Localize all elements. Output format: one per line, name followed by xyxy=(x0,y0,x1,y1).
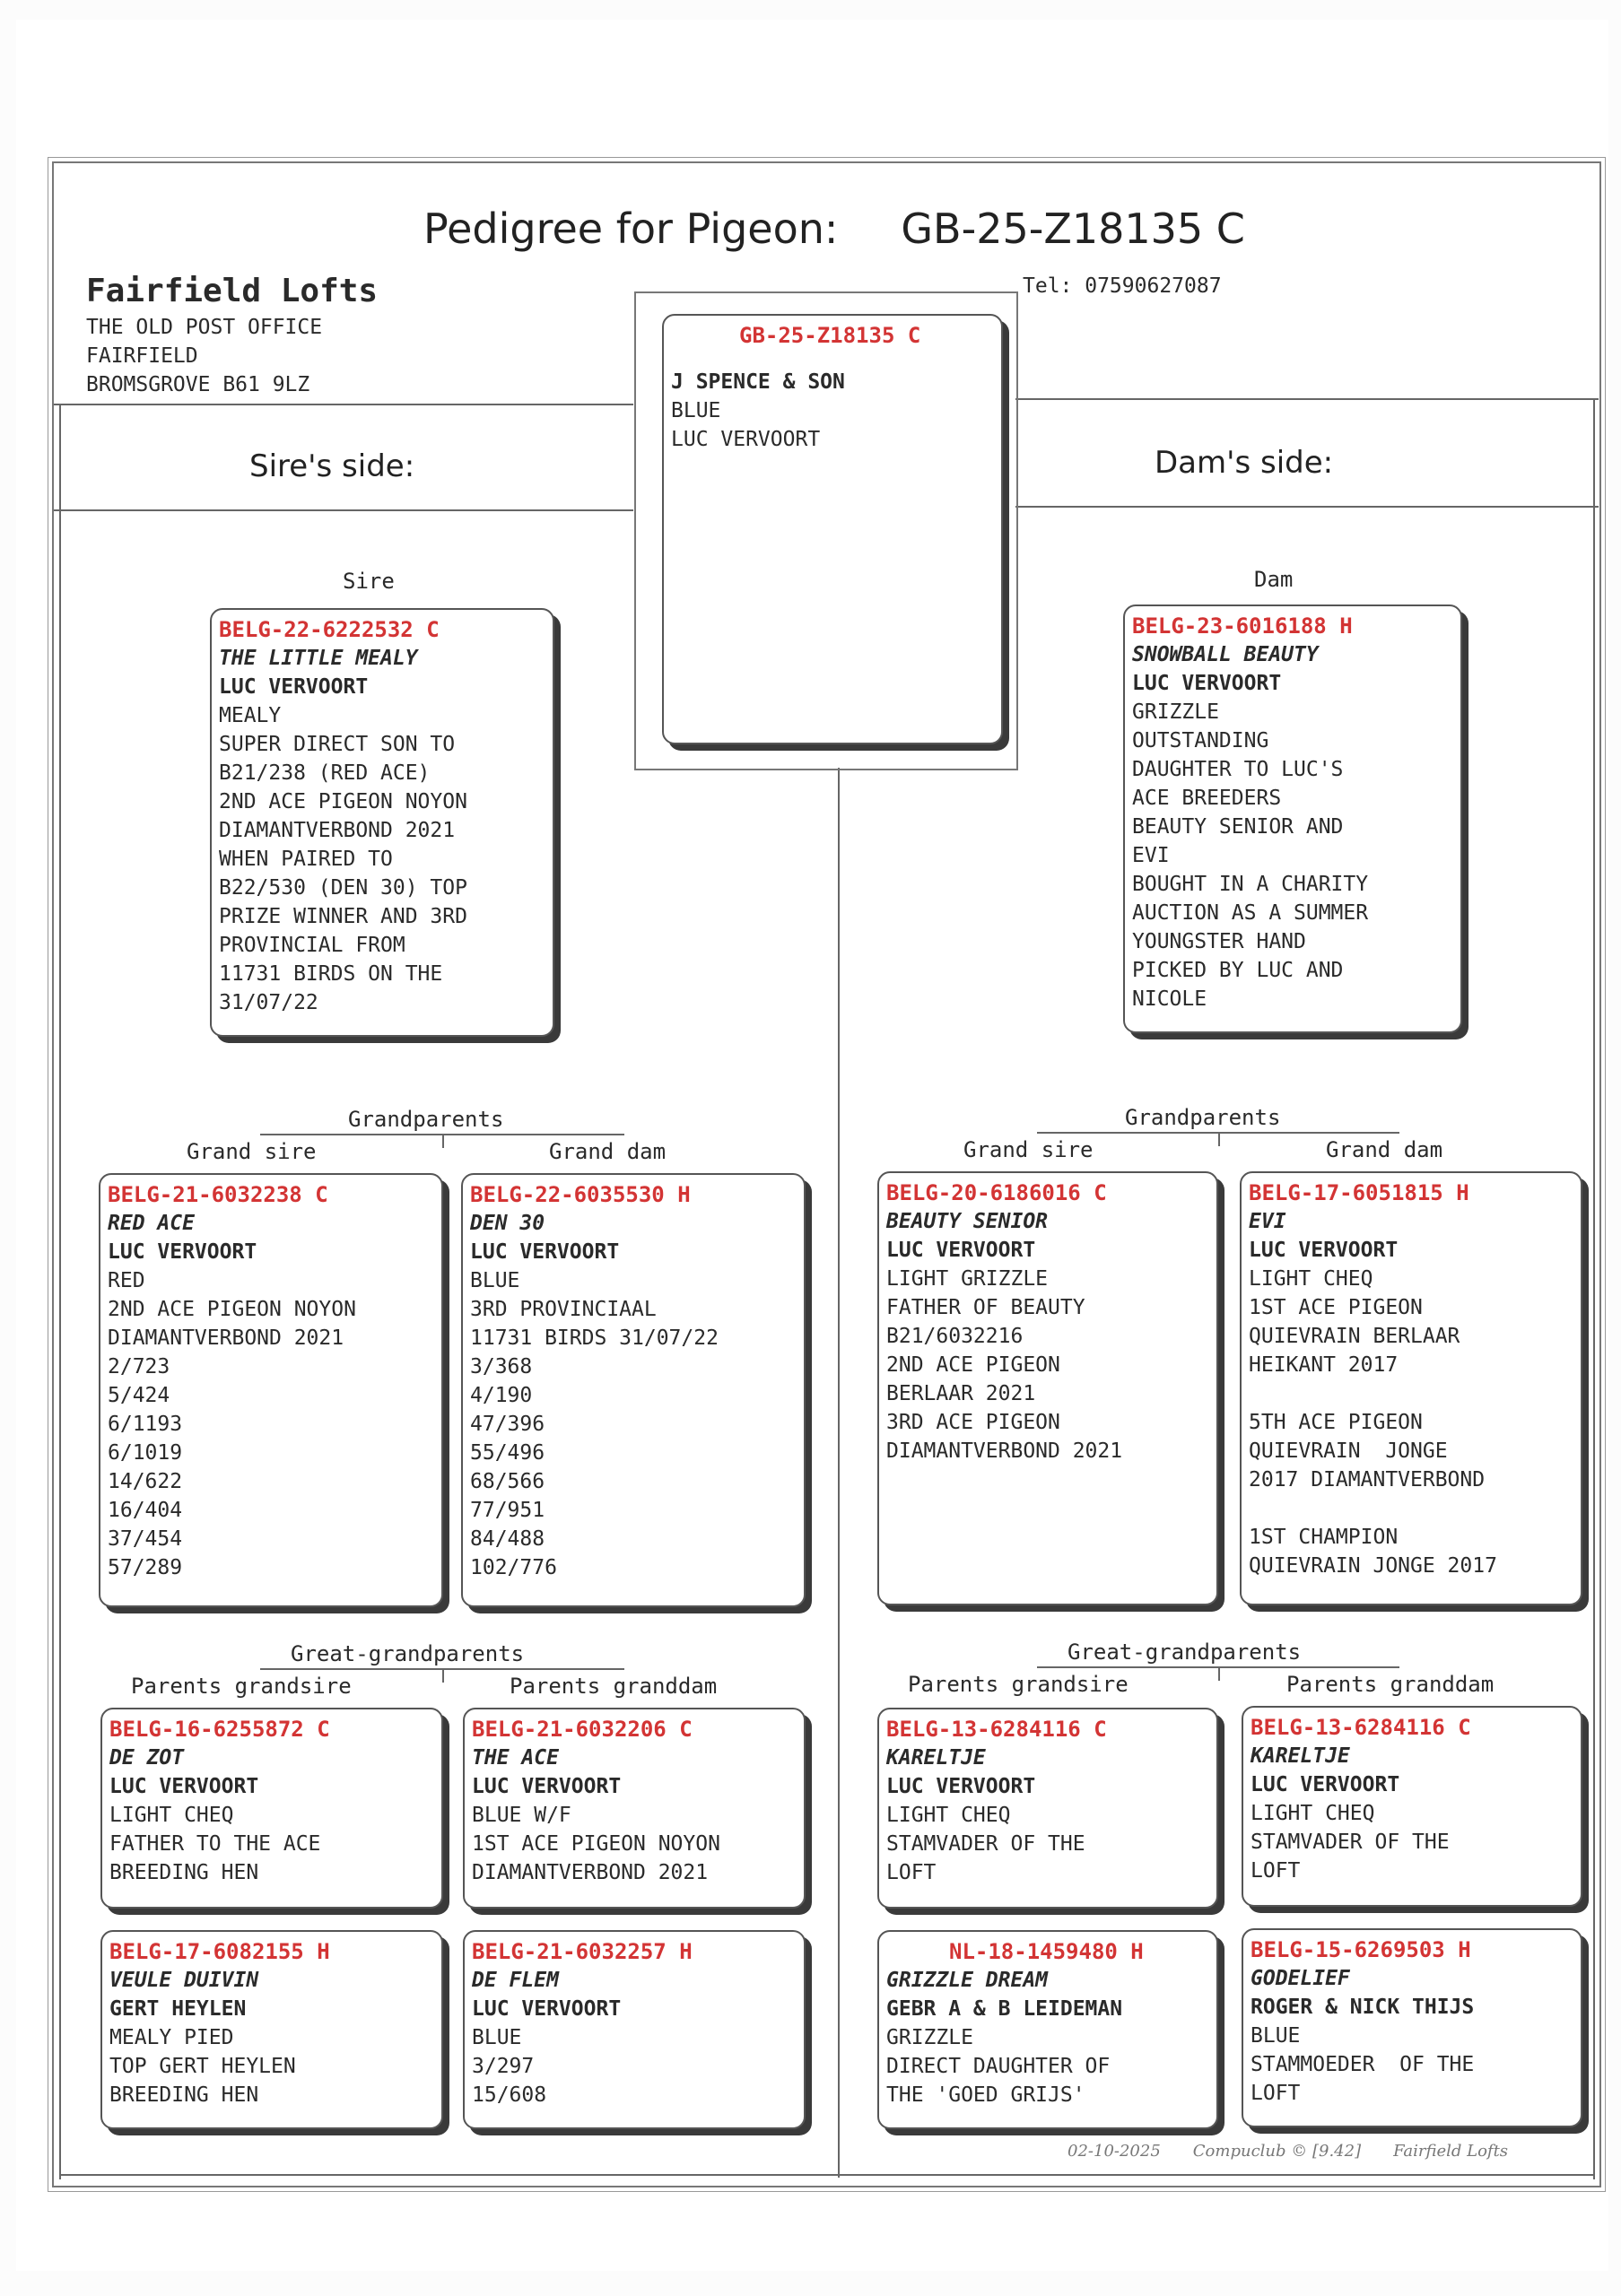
pigeon-name: RED ACE xyxy=(108,1212,195,1235)
ring-number: BELG-22-6035530 H xyxy=(470,1182,691,1207)
breeder: LUC VERVOORT xyxy=(472,1997,622,2021)
detail-line: BLUE xyxy=(1251,2024,1301,2048)
breeder: LUC VERVOORT xyxy=(886,1239,1036,1262)
detail-line: YOUNGSTER HAND xyxy=(1132,930,1306,953)
detail-line: QUIEVRAIN JONGE xyxy=(1249,1439,1448,1463)
ring-number: BELG-21-6032257 H xyxy=(472,1939,693,1964)
grandparent-card xyxy=(99,1173,443,1607)
dam-bottom-rule xyxy=(840,2174,1595,2176)
great-grandparents-label-dam: Great-grandparents xyxy=(1068,1639,1302,1665)
great-grandparent-card xyxy=(877,1708,1218,1909)
ring-number: BELG-20-6186016 C xyxy=(886,1180,1107,1205)
page-title xyxy=(423,204,1245,253)
detail-line: GRIZZLE xyxy=(1132,700,1219,724)
pigeon-name: GRIZZLE DREAM xyxy=(886,1969,1049,1992)
detail-line: PICKED BY LUC AND xyxy=(1132,959,1344,982)
print-date: 02-10-2025 xyxy=(1068,2142,1161,2161)
detail-line: BREEDING HEN xyxy=(109,1861,259,1884)
breeder: LUC VERVOORT xyxy=(1249,1239,1399,1262)
detail-line: 11731 BIRDS ON THE xyxy=(219,962,443,986)
pigeon-name: THE LITTLE MEALY xyxy=(219,647,418,670)
parents-granddam-label: Parents granddam xyxy=(510,1674,718,1699)
detail-line: 1ST ACE PIGEON NOYON xyxy=(472,1832,720,1856)
grand-sire-label: Grand sire xyxy=(963,1137,1094,1162)
detail-line: EVI xyxy=(1132,844,1170,867)
detail-line: 102/776 xyxy=(470,1556,557,1579)
detail-line: DIAMANTVERBOND 2021 xyxy=(219,819,456,842)
header-divider-right xyxy=(1015,398,1599,400)
ring-number: BELG-21-6032206 C xyxy=(472,1717,693,1742)
pigeon-name: GODELIEF xyxy=(1251,1967,1350,1990)
ring-number: BELG-17-6082155 H xyxy=(109,1939,330,1964)
breeder: LUC VERVOORT xyxy=(472,1775,622,1798)
breeder: ROGER & NICK THIJS xyxy=(1251,1996,1475,2019)
detail-line: 5/424 xyxy=(108,1384,170,1407)
detail-line: BEAUTY SENIOR AND xyxy=(1132,815,1344,839)
ring-number: GB-25-Z18135 C xyxy=(739,323,921,348)
pigeon-name: KARELTJE xyxy=(886,1746,986,1770)
footer xyxy=(1068,2142,1540,2161)
detail-line: BREEDING HEN xyxy=(109,2083,259,2107)
detail-line: 55/496 xyxy=(470,1441,545,1465)
breeder: LUC VERVOORT xyxy=(1132,672,1282,695)
grand-dam-label: Grand dam xyxy=(1326,1137,1443,1162)
great-grandparent-card xyxy=(1242,1706,1582,1907)
detail-line: 2017 DIAMANTVERBOND xyxy=(1249,1468,1486,1492)
detail-line: B21/6032216 xyxy=(886,1325,1024,1348)
sire-bottom-rule xyxy=(59,2174,840,2176)
sire-label: Sire xyxy=(343,569,395,594)
breeder: LUC VERVOORT xyxy=(108,1240,257,1264)
detail-line: 2ND ACE PIGEON NOYON xyxy=(108,1298,356,1321)
pigeon-name: DE FLEM xyxy=(472,1969,559,1992)
address-line-3: BROMSGROVE B61 9LZ xyxy=(86,373,310,396)
great-grandparent-card xyxy=(877,1930,1218,2129)
detail-line: 16/404 xyxy=(108,1499,183,1522)
detail-line: PROVINCIAL FROM xyxy=(219,934,405,957)
detail-line: GRIZZLE xyxy=(886,2026,973,2049)
header-divider-left xyxy=(54,404,633,405)
detail-line: WHEN PAIRED TO xyxy=(219,848,393,871)
parents-grandsire-label: Parents grandsire xyxy=(908,1672,1129,1697)
grand-dam-label: Grand dam xyxy=(549,1139,667,1164)
telephone: Tel: 07590627087 xyxy=(1023,274,1222,298)
ring-number: BELG-21-6032238 C xyxy=(108,1182,328,1207)
detail-line: RED xyxy=(108,1269,145,1292)
detail-line: 2ND ACE PIGEON xyxy=(886,1353,1060,1377)
detail-line: LUC VERVOORT xyxy=(671,428,821,451)
detail-line: 3/368 xyxy=(470,1355,533,1378)
footer-loft: Fairfield Lofts xyxy=(1393,2142,1509,2161)
detail-line: LIGHT CHEQ xyxy=(109,1804,234,1827)
title-label: Pedigree for Pigeon: xyxy=(423,204,839,253)
breeder: LUC VERVOORT xyxy=(470,1240,620,1264)
breeder: LUC VERVOORT xyxy=(219,675,369,699)
detail-line: 77/951 xyxy=(470,1499,545,1522)
detail-line: BERLAAR 2021 xyxy=(886,1382,1036,1405)
parents-granddam-label: Parents granddam xyxy=(1286,1672,1495,1697)
pigeon-name: KARELTJE xyxy=(1251,1744,1350,1768)
detail-line: STAMVADER OF THE xyxy=(886,1832,1085,1856)
breeder: LUC VERVOORT xyxy=(886,1775,1036,1798)
detail-line: 31/07/22 xyxy=(219,991,318,1014)
detail-line xyxy=(1249,1379,1573,1408)
detail-line: B21/238 (RED ACE) xyxy=(219,761,431,785)
pigeon-name: DE ZOT xyxy=(109,1746,185,1770)
detail-line: SUPER DIRECT SON TO xyxy=(219,733,456,756)
detail-line: 11731 BIRDS 31/07/22 xyxy=(470,1326,719,1350)
great-grandparent-card xyxy=(100,1930,443,2129)
breeder: LUC VERVOORT xyxy=(109,1775,259,1798)
grand-sire-label: Grand sire xyxy=(187,1139,317,1164)
pigeon-name: DEN 30 xyxy=(470,1212,545,1235)
detail-line: 2ND ACE PIGEON NOYON xyxy=(219,790,467,813)
loft-name: Fairfield Lofts xyxy=(86,273,379,309)
detail-line: 6/1019 xyxy=(108,1441,183,1465)
detail-line: 1ST CHAMPION xyxy=(1249,1526,1399,1549)
detail-line xyxy=(1249,1494,1573,1523)
detail-line: OUTSTANDING xyxy=(1132,729,1269,752)
grandparent-card xyxy=(1240,1171,1582,1605)
spacer xyxy=(671,350,994,368)
detail-line: DIAMANTVERBOND 2021 xyxy=(108,1326,344,1350)
great-grandparent-card xyxy=(100,1708,443,1909)
detail-line: BLUE xyxy=(472,2026,522,2049)
detail-line: DAUGHTER TO LUC'S xyxy=(1132,758,1344,781)
detail-line: 1ST ACE PIGEON xyxy=(1249,1296,1423,1319)
detail-line: ACE BREEDERS xyxy=(1132,787,1282,810)
header-left-edge xyxy=(59,404,61,2179)
address-line-1: THE OLD POST OFFICE xyxy=(86,316,323,339)
detail-line: 4/190 xyxy=(470,1384,533,1407)
detail-line: 6/1193 xyxy=(108,1413,183,1436)
detail-line: 2/723 xyxy=(108,1355,170,1378)
detail-line: STAMVADER OF THE xyxy=(1251,1831,1450,1854)
detail-line: LOFT xyxy=(1251,1859,1301,1883)
breeder: LUC VERVOORT xyxy=(1251,1773,1400,1796)
pigeon-name: THE ACE xyxy=(472,1746,559,1770)
ring-number: BELG-23-6016188 H xyxy=(1132,613,1353,639)
detail-line: LIGHT CHEQ xyxy=(1251,1802,1375,1825)
detail-line: STAMMOEDER OF THE xyxy=(1251,2053,1475,2076)
grandparent-card xyxy=(461,1173,806,1607)
detail-line: 14/622 xyxy=(108,1470,183,1493)
section-divider-left xyxy=(54,509,633,511)
dam-side-label: Dam's side: xyxy=(1155,445,1334,481)
great-grandparents-label-sire: Great-grandparents xyxy=(291,1641,525,1666)
detail-line: TOP GERT HEYLEN xyxy=(109,2055,296,2078)
detail-line: NICOLE xyxy=(1132,987,1207,1011)
detail-line: 57/289 xyxy=(108,1556,183,1579)
ring-number: BELG-22-6222532 C xyxy=(219,617,440,642)
dam-label: Dam xyxy=(1254,567,1294,592)
ring-number: BELG-15-6269503 H xyxy=(1251,1937,1471,1962)
detail-line: LIGHT CHEQ xyxy=(886,1804,1011,1827)
detail-line: FATHER OF BEAUTY xyxy=(886,1296,1085,1319)
detail-line: BLUE xyxy=(470,1269,520,1292)
detail-line: 3RD PROVINCIAAL xyxy=(470,1298,657,1321)
detail-line: B22/530 (DEN 30) TOP xyxy=(219,876,467,900)
header-right-edge xyxy=(1593,398,1595,2179)
address-line-2: FAIRFIELD xyxy=(86,344,198,368)
detail-line: 15/608 xyxy=(472,2083,547,2107)
detail-line: 3/297 xyxy=(472,2055,535,2078)
detail-line: FATHER TO THE ACE xyxy=(109,1832,321,1856)
sire-card xyxy=(210,608,554,1037)
title-ring: GB-25-Z18135 C xyxy=(901,204,1245,253)
grandparents-label-sire: Grandparents xyxy=(348,1107,504,1132)
detail-line: 68/566 xyxy=(470,1470,545,1493)
sire-side-label: Sire's side: xyxy=(249,448,415,484)
ring-number: BELG-13-6284116 C xyxy=(1251,1715,1471,1740)
detail-line: 3RD ACE PIGEON xyxy=(886,1411,1060,1434)
great-grandparent-card xyxy=(463,1930,806,2129)
pigeon-name: BEAUTY SENIOR xyxy=(886,1210,1049,1233)
breeder: GERT HEYLEN xyxy=(109,1997,247,2021)
great-grandparent-card xyxy=(463,1708,806,1909)
breeder: GEBR A & B LEIDEMAN xyxy=(886,1997,1123,2021)
detail-line: THE 'GOED GRIJS' xyxy=(886,2083,1085,2107)
subject-card xyxy=(662,314,1003,744)
detail-line: 47/396 xyxy=(470,1413,545,1436)
pigeon-name: EVI xyxy=(1249,1210,1286,1233)
ring-number: BELG-13-6284116 C xyxy=(886,1717,1107,1742)
ring-number: BELG-17-6051815 H xyxy=(1249,1180,1469,1205)
detail-line: HEIKANT 2017 xyxy=(1249,1353,1399,1377)
software-credit: Compuclub © [9.42] xyxy=(1192,2142,1362,2161)
detail-line: BLUE xyxy=(671,399,721,422)
detail-line: BLUE W/F xyxy=(472,1804,571,1827)
detail-line: BOUGHT IN A CHARITY xyxy=(1132,873,1369,896)
detail-line: LIGHT GRIZZLE xyxy=(886,1267,1049,1291)
pigeon-name: SNOWBALL BEAUTY xyxy=(1132,643,1319,666)
detail-line: LOFT xyxy=(1251,2082,1301,2105)
ring-number: BELG-16-6255872 C xyxy=(109,1717,330,1742)
detail-line: 37/454 xyxy=(108,1527,183,1551)
breeder: J SPENCE & SON xyxy=(671,370,845,394)
detail-line: LOFT xyxy=(886,1861,937,1884)
center-divider xyxy=(838,768,840,2178)
great-grandparent-card xyxy=(1242,1928,1582,2127)
detail-line: DIRECT DAUGHTER OF xyxy=(886,2055,1111,2078)
detail-line: LIGHT CHEQ xyxy=(1249,1267,1373,1291)
detail-line: 5TH ACE PIGEON xyxy=(1249,1411,1423,1434)
detail-line: DIAMANTVERBOND 2021 xyxy=(886,1439,1123,1463)
grandparent-card xyxy=(877,1171,1218,1605)
grandparents-label-dam: Grandparents xyxy=(1125,1105,1281,1130)
detail-line: MEALY PIED xyxy=(109,2026,234,2049)
detail-line: DIAMANTVERBOND 2021 xyxy=(472,1861,709,1884)
parents-grandsire-label: Parents grandsire xyxy=(131,1674,352,1699)
detail-line: QUIEVRAIN BERLAAR xyxy=(1249,1325,1460,1348)
dam-card xyxy=(1123,604,1462,1033)
detail-line: PRIZE WINNER AND 3RD xyxy=(219,905,467,928)
ring-number: NL-18-1459480 H xyxy=(949,1939,1144,1964)
detail-line: 84/488 xyxy=(470,1527,545,1551)
pigeon-name: VEULE DUIVIN xyxy=(109,1969,259,1992)
detail-line: MEALY xyxy=(219,704,282,727)
section-divider-right xyxy=(1015,506,1599,508)
detail-line: AUCTION AS A SUMMER xyxy=(1132,901,1369,925)
detail-line: QUIEVRAIN JONGE 2017 xyxy=(1249,1554,1497,1578)
